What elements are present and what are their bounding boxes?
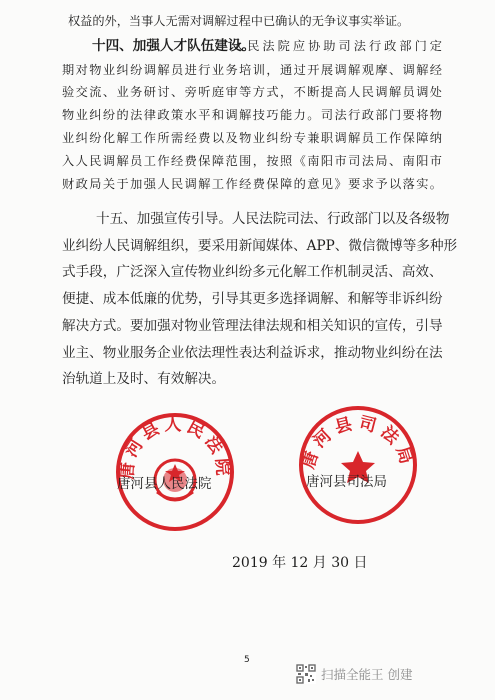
section-15-line: 十五、加强宣传引导。人民法院司法、行政部门以及各级物 bbox=[96, 211, 450, 227]
body-line-14: 业主、物业服务企业依法理性表达利益诉求，推动物业纠纷在法 bbox=[62, 345, 443, 361]
justice-bureau-seal bbox=[296, 403, 420, 527]
document-date: 2019 年 12 月 30 日 bbox=[232, 555, 368, 571]
page-number: 5 bbox=[244, 655, 250, 665]
qr-code-icon bbox=[296, 664, 316, 684]
body-line-11: 式手段，广泛深入宣传物业纠纷多元化解工作机制灵活、高效、 bbox=[62, 264, 443, 280]
watermark-text: 扫描全能王 创建 bbox=[321, 667, 413, 682]
body-line-15: 治轨道上及时、有效解决。 bbox=[62, 371, 226, 387]
body-line-8: 财政局关于加强人民调解工作经费保障的意见》要求予以落实。 bbox=[62, 177, 442, 191]
body-line-1: 权益的外，当事人无需对调解过程中已确认的无争议事实举证。 bbox=[68, 14, 410, 28]
body-line-3: 期对物业纠纷调解员进行业务培训，通过开展调解观摩、调解经 bbox=[62, 63, 442, 77]
justice-seal-text: 唐河县司法局 bbox=[298, 413, 418, 472]
body-line-12: 便捷、成本低廉的优势，引导其更多选择调解、和解等非诉纠纷 bbox=[62, 291, 443, 307]
body-line-13: 解决方式。要加强对物业管理法律法规和相关知识的宣传，引导 bbox=[62, 318, 443, 334]
body-line-5: 物业纠纷的法律政策水平和调解技巧能力。司法行政部门要将物 bbox=[62, 108, 442, 122]
justice-signature-label: 唐河县司法局 bbox=[306, 474, 387, 490]
court-seal-text: 唐河县人民法院 bbox=[117, 415, 233, 481]
body-line-4: 验交流、业务研讨、旁听庭审等方式，不断提高人民调解员调处 bbox=[62, 85, 442, 99]
court-signature-label: 唐河县人民法院 bbox=[117, 476, 212, 492]
section-14-inline-text: 人民法院应协助司法行政部门定 bbox=[232, 39, 442, 53]
body-line-6: 业纠纷化解工作所需经费以及物业纠纷专兼职调解员工作保障纳 bbox=[62, 131, 442, 145]
body-line-7: 入人民调解员工作经费保障范围，按照《南阳市司法局、南阳市 bbox=[62, 154, 442, 168]
section-14-heading: 十四、加强人才队伍建设。 bbox=[92, 38, 256, 54]
scanner-watermark bbox=[296, 664, 412, 684]
body-line-10: 业纠纷人民调解组织，要采用新闻媒体、APP、微信微博等多种形 bbox=[62, 238, 458, 254]
